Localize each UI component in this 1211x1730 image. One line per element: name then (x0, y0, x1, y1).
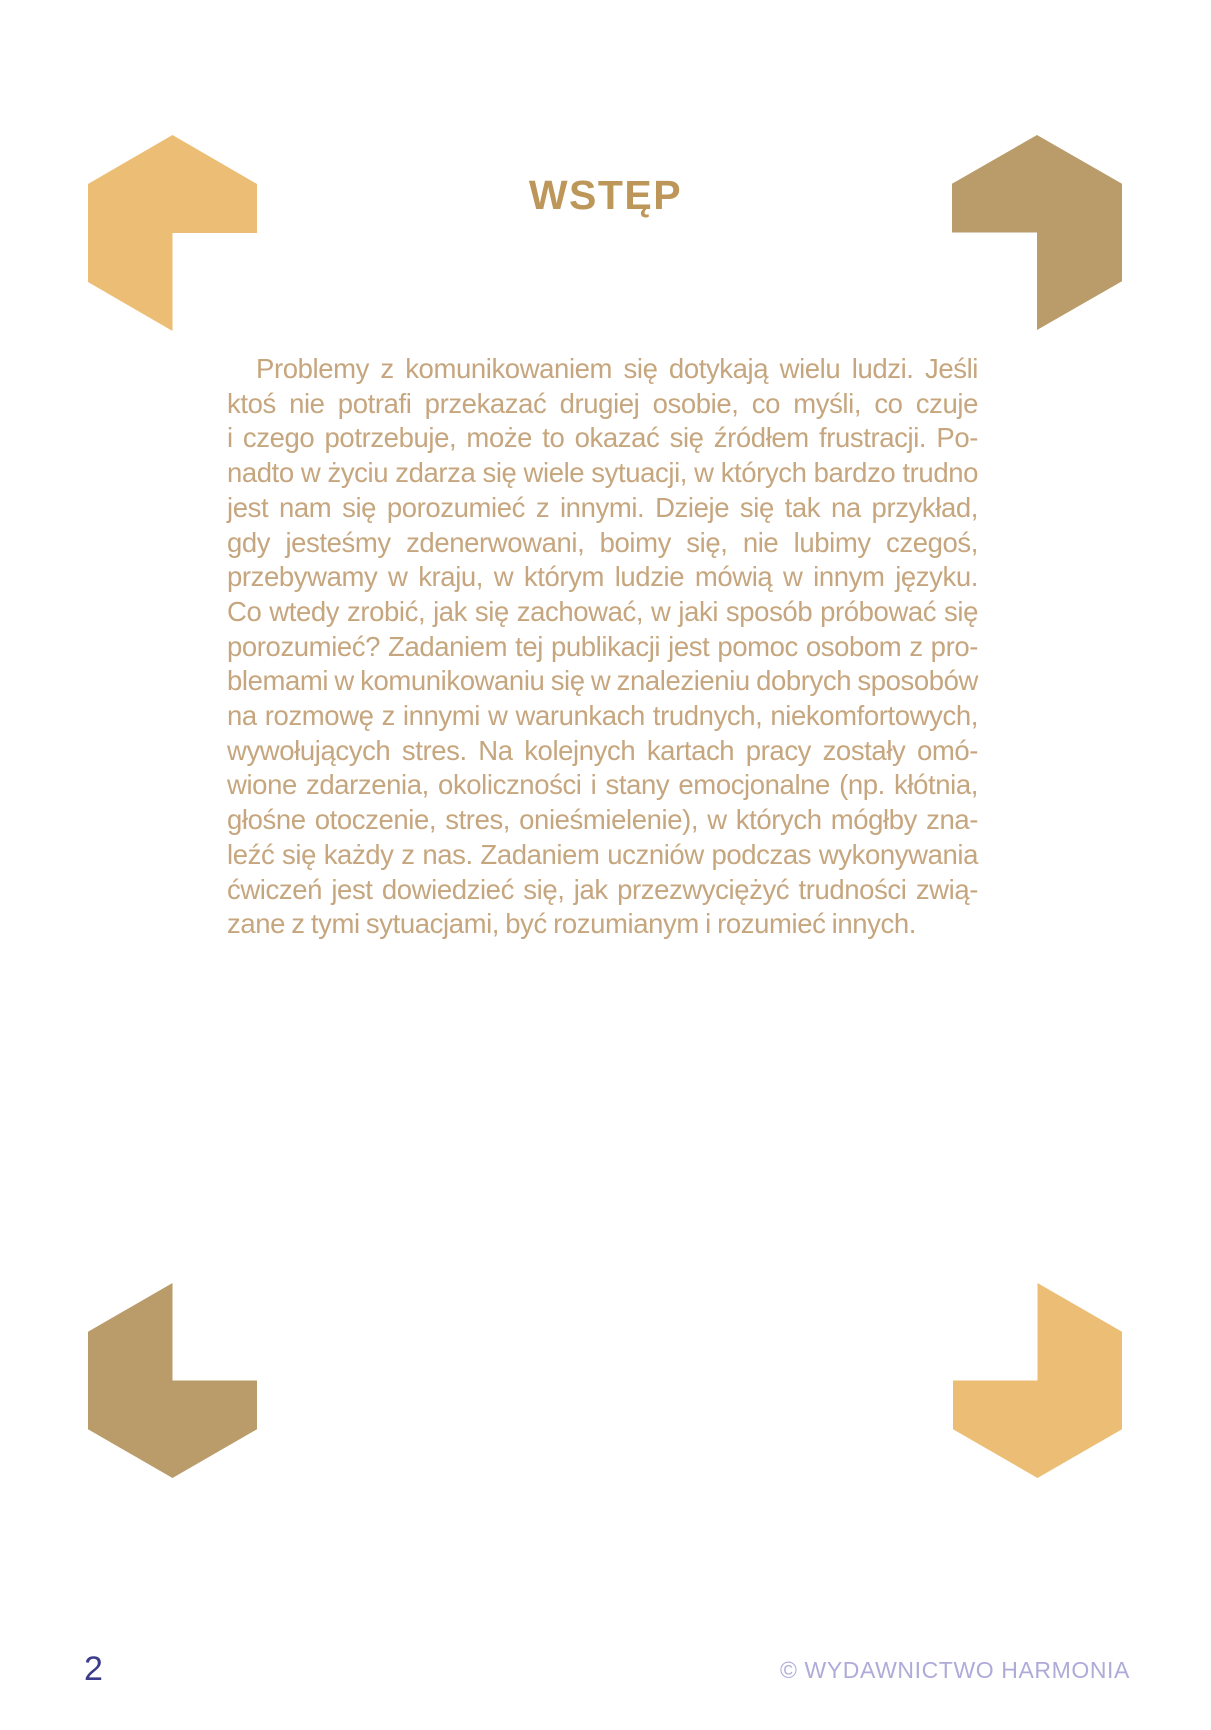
paragraph-line: ćwiczeń jest dowiedzieć się, jak przezwyciężyć trudności zwią- (227, 873, 978, 905)
corner-hexagon-top-left-shape (88, 135, 257, 331)
paragraph-line: głośne otoczenie, stres, onieśmielenie), w których mógłby zna- (227, 804, 978, 836)
paragraph-line: gdy jesteśmy zdenerwowani, boimy się, nie lubimy czegoś, (227, 526, 978, 558)
paragraph-line: ktoś nie potrafi przekazać drugiej osobie, co myśli, co czuje (227, 387, 978, 419)
paragraph-line: i czego potrzebuje, może to okazać się źródłem frustracji. Po- (227, 422, 978, 454)
paragraph-line: leźć się każdy z nas. Zadaniem uczniów podczas wykonywania (227, 838, 978, 870)
paragraph-line: wywołujących stres. Na kolejnych kartach pracy zostały omó- (227, 734, 978, 766)
paragraph-line: jest nam się porozumieć z innymi. Dzieje się tak na przykład, (227, 491, 978, 523)
page-number: 2 (84, 1650, 103, 1688)
paragraph-line: Problemy z komunikowaniem się dotykają wielu ludzi. Jeśli (256, 353, 978, 384)
corner-hexagon-bottom-right-shape (953, 1283, 1122, 1478)
paragraph-line: blemami w komunikowaniu się w znalezieniu dobrych sposobów (227, 665, 978, 697)
paragraph-line: przebywamy w kraju, w którym ludzie mówią w innym języku. (227, 561, 978, 593)
paragraph-line: na rozmowę z innymi w warunkach trudnych, niekomfortowych, (227, 700, 978, 732)
corner-hexagon-top-right-shape (952, 135, 1122, 330)
page-title: WSTĘP (528, 172, 683, 218)
corner-hexagon-bottom-left-shape (88, 1283, 257, 1478)
intro-paragraph (227, 352, 978, 942)
paragraph-line: Co wtedy zrobić, jak się zachować, w jaki sposób próbować się (227, 595, 978, 627)
paragraph-line: porozumieć? Zadaniem tej publikacji jest pomoc osobom z pro- (227, 630, 978, 662)
paragraph-line: nadto w życiu zdarza się wiele sytuacji, w których bardzo trudno (227, 457, 978, 489)
publisher-credit: © WYDAWNICTWO HARMONIA (780, 1657, 1130, 1683)
paragraph-line: wione zdarzenia, okoliczności i stany emocjonalne (np. kłótnia, (227, 769, 978, 801)
paragraph-line: zane z tymi sytuacjami, być rozumianym i rozumieć innych. (227, 908, 917, 940)
